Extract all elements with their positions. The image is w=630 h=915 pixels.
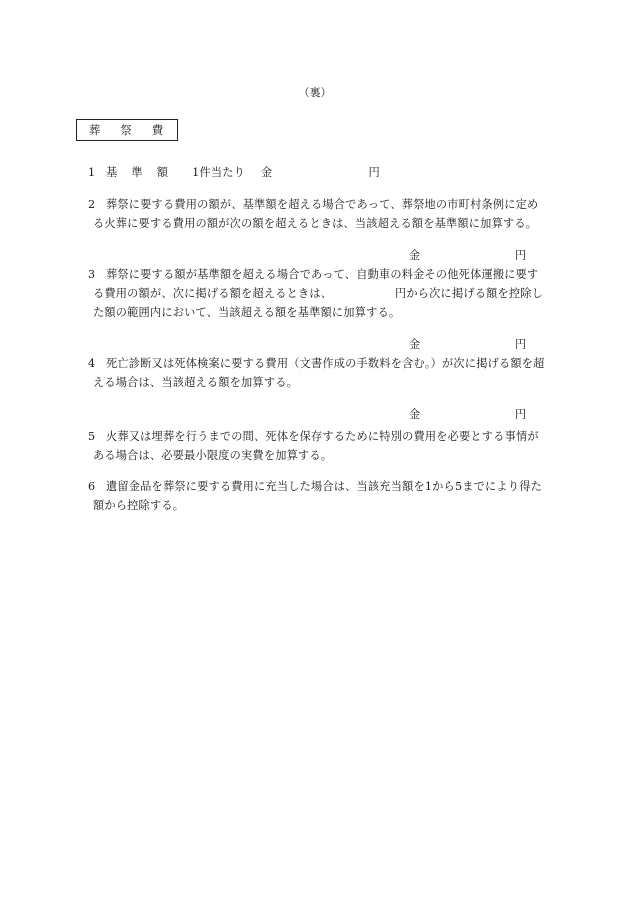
item-number: 5: [88, 430, 96, 443]
item-number: 2: [88, 198, 96, 211]
item-text-line: える場合は、当該超える額を加算する。: [93, 376, 298, 389]
item-text-line: ある場合は、必要最小限度の実費を加算する。: [93, 449, 333, 462]
kin-label: 金: [261, 166, 273, 179]
back-side-label: （裏）: [298, 86, 332, 99]
item-number: 4: [88, 357, 96, 370]
item-1-row: [106, 163, 380, 182]
item-text-line: る費用の額が、次に掲げる額を超えるときは、: [93, 287, 333, 300]
section-title-char: 費: [151, 123, 166, 137]
per-case-label: 1件当たり: [192, 166, 246, 179]
section-title-char: 葬: [88, 123, 103, 137]
item-number: 3: [88, 268, 96, 281]
item-text-line: 死亡診断又は死体検案に要する費用（文書作成の手数料を含む。）が次に掲げる額を超: [106, 357, 545, 370]
kin-label: 金: [409, 408, 421, 421]
item-text-line: 円から次に掲げる額を控除し: [395, 287, 544, 300]
base-amount-char: 基: [106, 166, 118, 179]
item-text-line: 火葬又は埋葬を行うまでの間、死体を保存するために特別の費用を必要とする事情が: [106, 430, 539, 443]
yen-label: 円: [368, 166, 380, 179]
section-title-box: [76, 119, 178, 141]
section-title-char: 祭: [120, 123, 134, 137]
item-text-line: た額の範囲内において、当該超える額を基準額に加算する。: [93, 306, 401, 319]
item-text-line: 遺留金品を葬祭に要する費用に充当した場合は、当該充当額を1から5までにより得た: [106, 480, 542, 493]
yen-label: 円: [515, 338, 527, 351]
item-text-line: 葬祭に要する費用の額が、基準額を超える場合であって、葬祭地の市町村条例に定め: [106, 198, 539, 211]
item-text-line: 葬祭に要する額が基準額を超える場合であって、自動車の料金その他死体運搬に要す: [106, 268, 539, 281]
item-text-line: る火葬に要する費用の額が次の額を超えるときは、当該超える額を基準額に加算する。: [93, 217, 538, 230]
base-amount-char: 額: [156, 166, 169, 179]
yen-label: 円: [515, 408, 527, 421]
yen-label: 円: [515, 249, 527, 262]
item-number: 1: [88, 166, 96, 179]
kin-label: 金: [409, 249, 421, 262]
base-amount-char: 準: [131, 166, 143, 179]
kin-label: 金: [409, 338, 421, 351]
item-text-line: 額から控除する。: [93, 499, 185, 512]
item-number: 6: [88, 480, 96, 493]
